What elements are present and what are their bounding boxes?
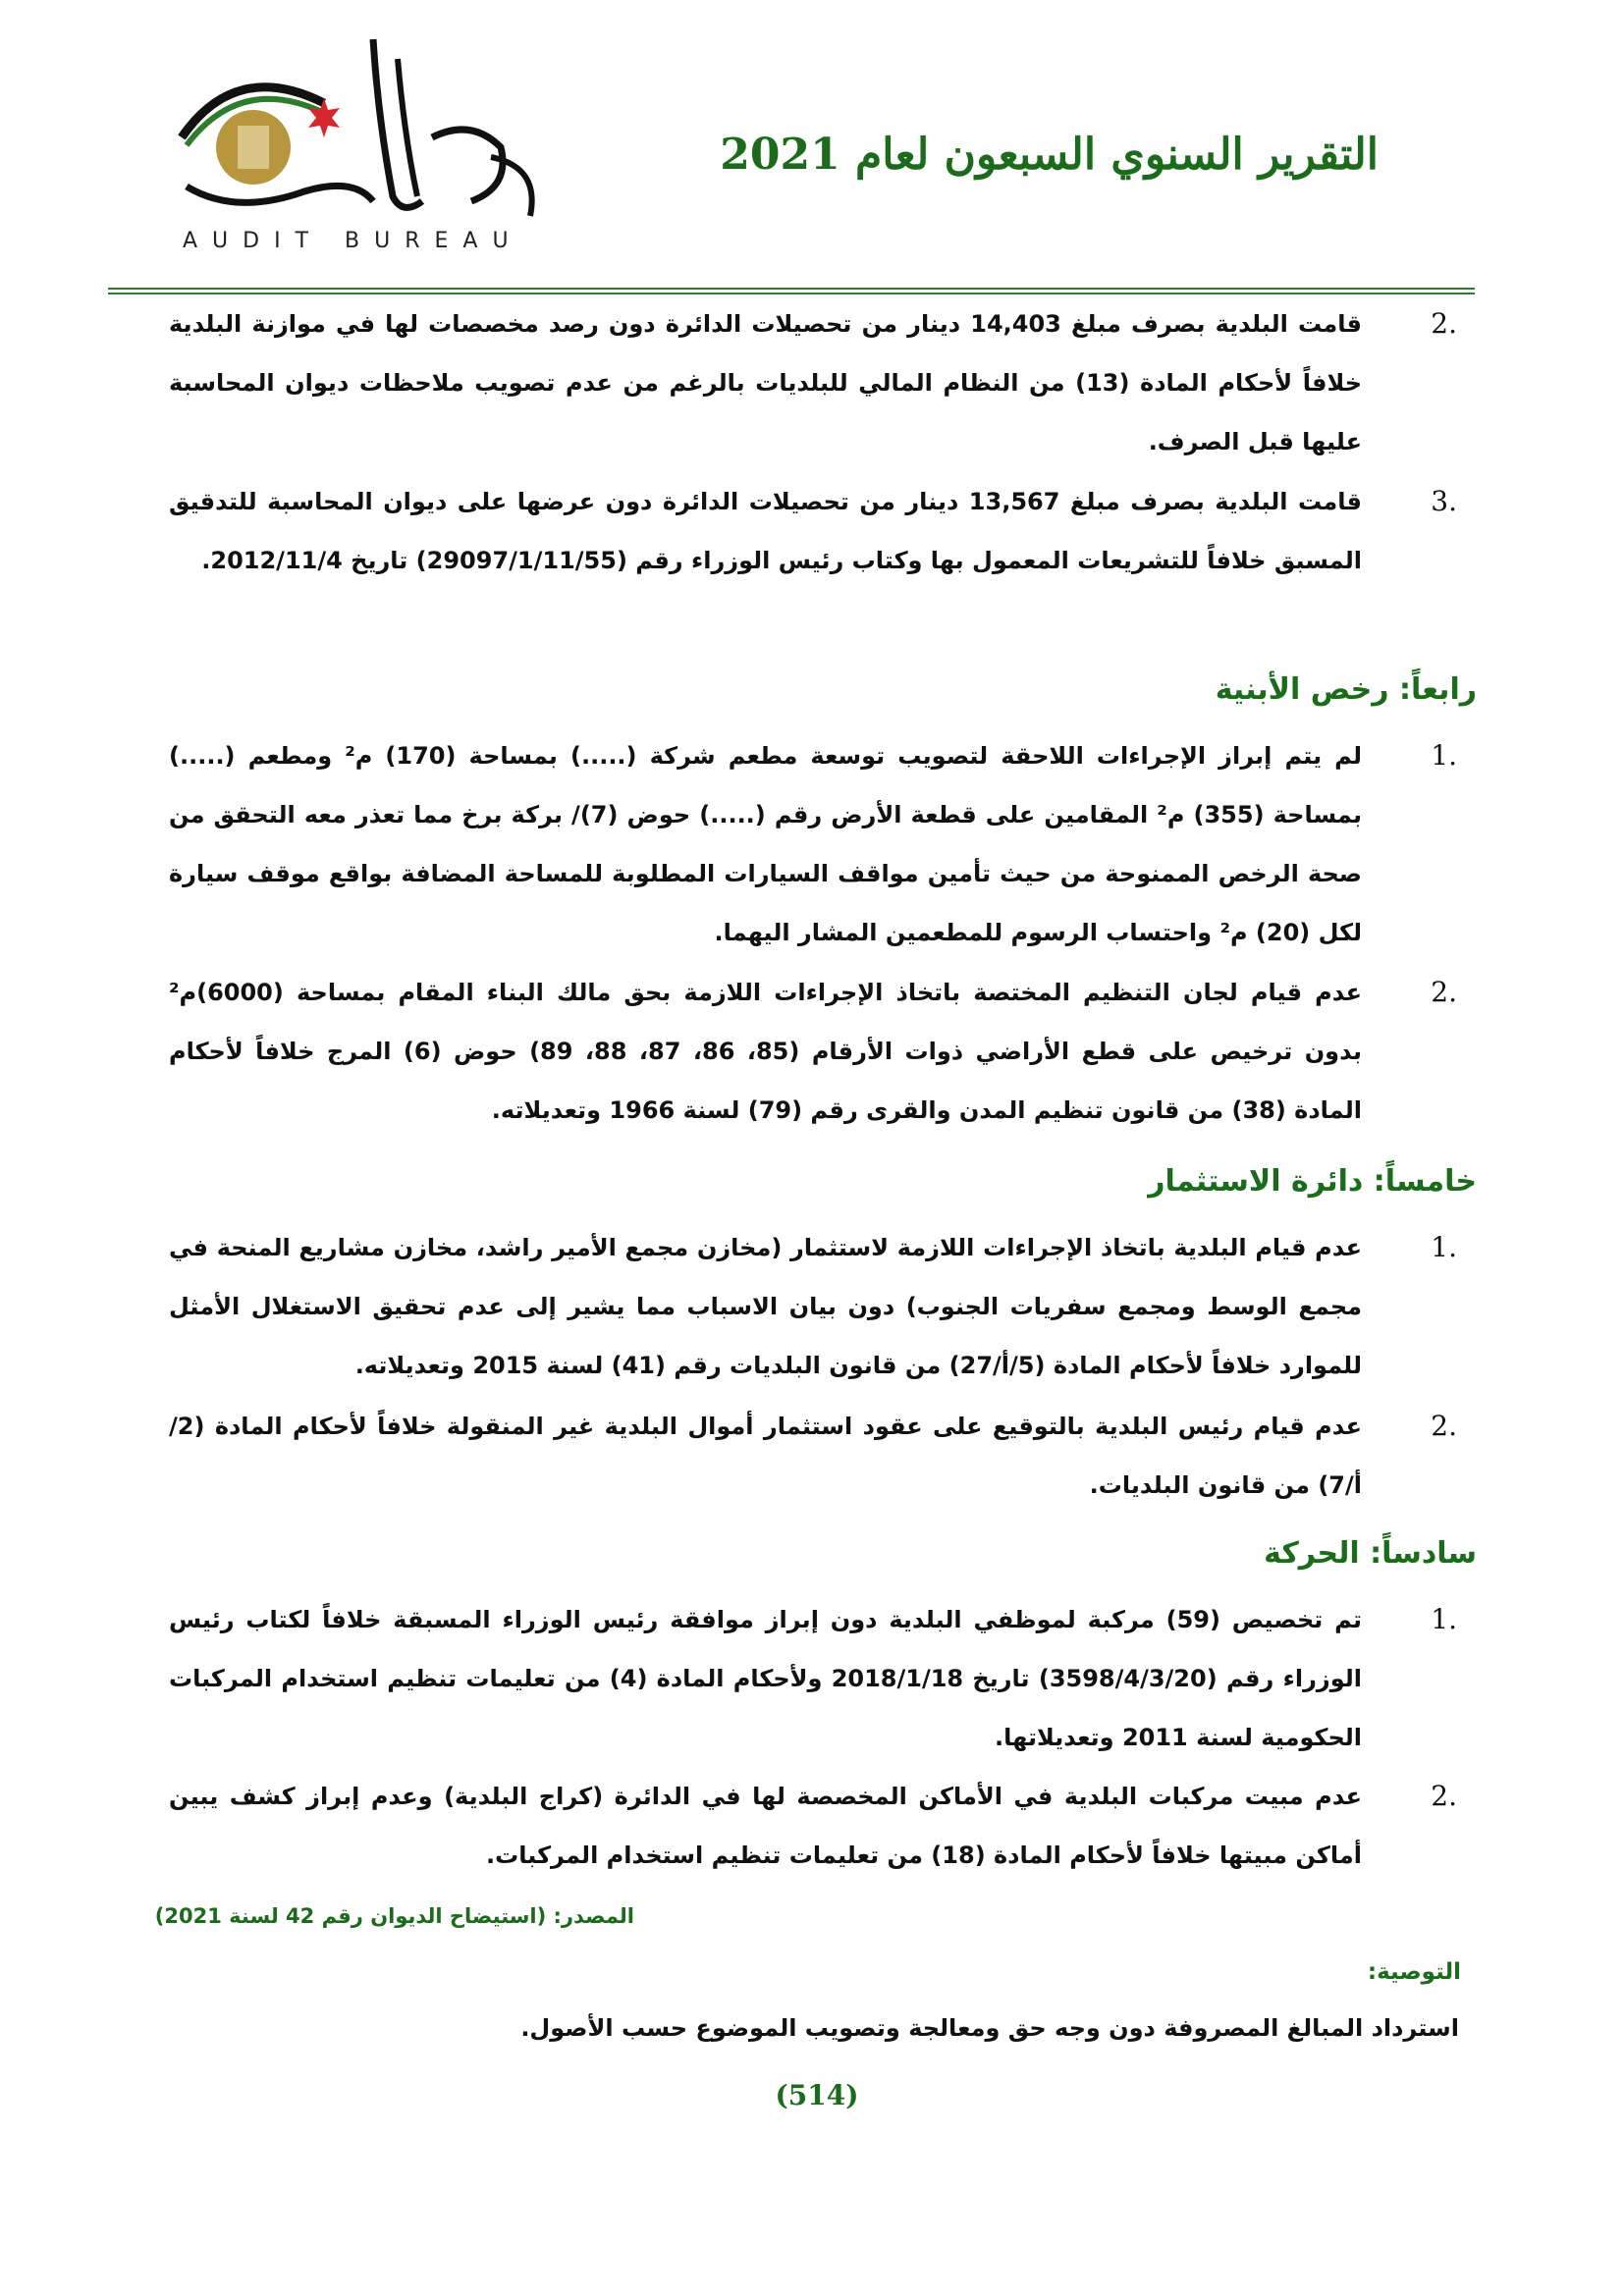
report-title: التقرير السنوي السبعون لعام 2021 — [720, 130, 1379, 180]
item-text: عدم قيام رئيس البلدية بالتوقيع على عقود استثمار أموال البلدية غير المنقولة خلافاً لأحكام المادة (2/أ/7) من قانون البلديات. — [169, 1413, 1362, 1499]
logo-caption: AUDIT BUREAU — [183, 229, 523, 253]
item-text: قامت البلدية بصرف مبلغ 14,403 دينار من تحصيلات الدائرة دون رصد مخصصات لها في موازنة البلدية خلافاً لأحكام المادة (13) من النظام المالي للبلديات بالرغم من عدم تصويب ملاحظات ديوان المحاسبة عليها قبل الصرف. — [169, 310, 1362, 455]
item-number: .1 — [1431, 739, 1457, 772]
item-number: .1 — [1431, 1603, 1457, 1635]
list-item — [100, 1767, 1465, 1885]
logo-emblem-icon — [177, 29, 560, 226]
recommendation-text: استرداد المبالغ المصروفة دون وجه حق ومعالجة وتصويب الموضوع حسب الأصول. — [520, 2014, 1459, 2042]
source-note: المصدر: (استيضاح الديوان رقم 42 لسنة 2021) — [154, 1904, 634, 1928]
section-heading-building-permits: رابعاً: رخص الأبنية — [1215, 672, 1477, 707]
audit-bureau-logo — [177, 29, 560, 260]
list-item — [100, 1590, 1465, 1767]
recommendation-heading: التوصية: — [1367, 1959, 1461, 1985]
list-item — [100, 963, 1465, 1140]
item-text: عدم مبيت مركبات البلدية في الأماكن المخصصة لها في الدائرة (كراج البلدية) وعدم إبراز كشف يبين أماكن مبيتها خلافاً لأحكام المادة (18) من تعليمات تنظيم استخدام المركبات. — [169, 1783, 1362, 1869]
item-number: .2 — [1431, 1410, 1457, 1442]
item-number: .1 — [1431, 1231, 1457, 1263]
header-divider — [108, 288, 1475, 294]
list-item — [100, 1218, 1465, 1395]
item-text: قامت البلدية بصرف مبلغ 13,567 دينار من تحصيلات الدائرة دون عرضها على ديوان المحاسبة للتدقيق المسبق خلافاً للتشريعات المعمول بها وكتاب رئيس الوزراء رقم (29097/1/11/55) تاريخ 2012/11/4. — [169, 488, 1362, 574]
item-number: .2 — [1431, 1780, 1457, 1812]
item-text: عدم قيام لجان التنظيم المختصة باتخاذ الإجراءات اللازمة بحق مالك البناء المقام بمساحة (6000)م² بدون ترخيص على قطع الأراضي ذوات الأرقام (85، 86، 87، 88، 89) حوض (6) المرج خلافاً لأحكام المادة (38) من قانون تنظيم المدن والقرى رقم (79) لسنة 1966 وتعديلاته. — [169, 979, 1362, 1124]
list-item — [100, 294, 1465, 471]
item-text: عدم قيام البلدية باتخاذ الإجراءات اللازمة لاستثمار (مخازن مجمع الأمير راشد، مخازن مشاريع المنحة في مجمع الوسط ومجمع سفريات الجنوب) دون بيان الاسباب مما يشير إلى عدم تحقيق الاستغلال الأمثل للموارد خلافاً لأحكام المادة (5/أ/27) من قانون البلديات رقم (41) لسنة 2015 وتعديلاته. — [169, 1234, 1362, 1379]
item-text: تم تخصيص (59) مركبة لموظفي البلدية دون إبراز موافقة رئيس الوزراء المسبقة خلافاً لكتاب رئيس الوزراء رقم (3598/4/3/20) تاريخ 2018/1/18 ولأحكام المادة (4) من تعليمات تنظيم استخدام المركبات الحكومية لسنة 2011 وتعديلاتها. — [169, 1606, 1362, 1751]
list-item — [100, 472, 1465, 590]
item-number: .2 — [1431, 307, 1457, 340]
page-number: (514) — [775, 2079, 859, 2111]
section-heading-vehicles: سادساً: الحركة — [1264, 1536, 1477, 1571]
item-number: .3 — [1431, 485, 1457, 517]
list-item — [100, 1397, 1465, 1515]
list-item — [100, 726, 1465, 962]
section-heading-investment: خامساً: دائرة الاستثمار — [1148, 1164, 1477, 1199]
item-number: .2 — [1431, 976, 1457, 1008]
item-text: لم يتم إبراز الإجراءات اللاحقة لتصويب توسعة مطعم شركة (.....) بمساحة (170) م² ومطعم (.....) بمساحة (355) م² المقامين على قطعة الأرض رقم (.....) حوض (7)/ بركة برخ مما تعذر معه التحقق من صحة الرخص الممنوحة من حيث تأمين مواقف السيارات المطلوبة للمساحة المضافة بواقع موقف سيارة لكل (20) م² واحتساب الرسوم للمطعمين المشار اليهما. — [169, 742, 1362, 946]
